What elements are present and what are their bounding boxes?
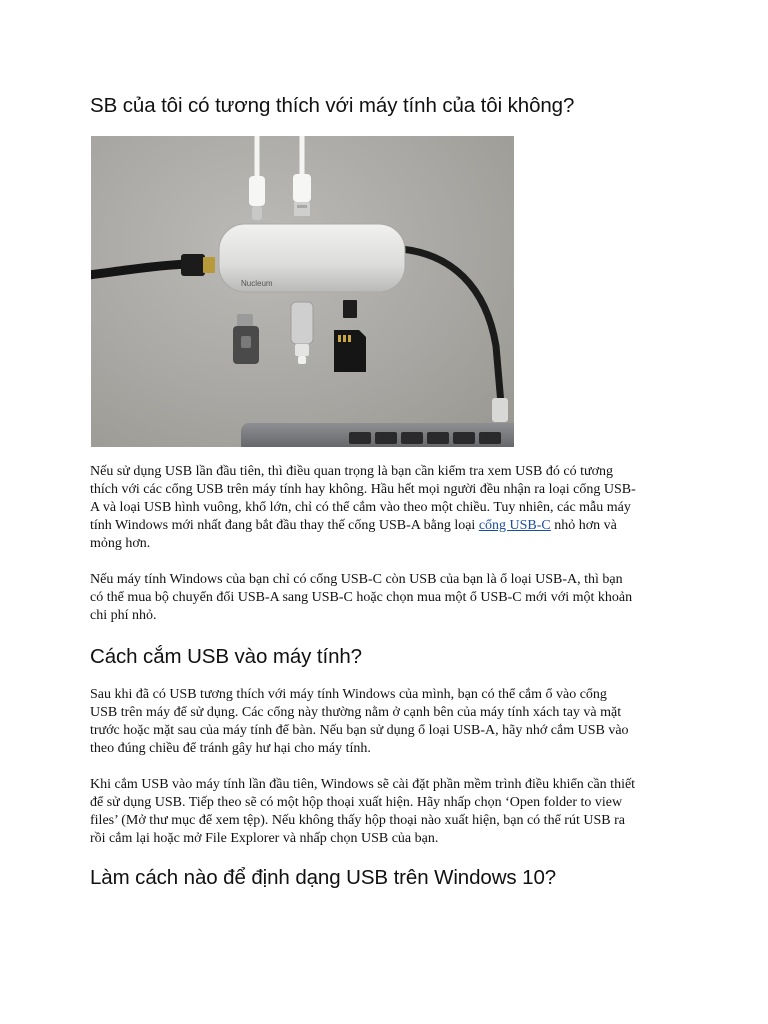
text-line: có thể mua bộ chuyển đổi USB-A sang USB-C hoặc chọn mua một ổ USB-C mới với một khoản (90, 590, 633, 605)
usb-c-cable-icon (249, 136, 265, 220)
hdmi-cable-icon (91, 254, 215, 276)
text-line: Sau khi đã có USB tương thích với máy tính Windows của mình, bạn có thể cắm ổ vào cổng (90, 687, 607, 702)
text-line: Khi cắm USB vào máy tính lần đầu tiên, Windows sẽ cài đặt phần mềm trình điều khiển cần thiết (90, 777, 636, 792)
text-line: USB trên máy để sử dụng. Các cổng này thường nằm ở cạnh bên của máy tính xách tay và mặt (90, 705, 622, 720)
heading-plug-in-usb: Cách cắm USB vào máy tính? (90, 645, 362, 668)
heading-format-usb: Làm cách nào để định dạng USB trên Windows 10? (90, 866, 557, 889)
text-line: để sử dụng USB. Tiếp theo sẽ có một hộp thoại xuất hiện. Hãy nhấp chọn ‘Open folder to view (90, 795, 623, 810)
usb-hub-icon (219, 224, 405, 292)
paragraph-compatibility-1 (90, 463, 680, 553)
paragraph-compatibility-2 (90, 571, 680, 625)
usb-drive-icon (233, 314, 259, 364)
paragraph-plug-in-1 (90, 686, 680, 758)
brand-logo: Nucleum (241, 279, 273, 288)
text-line: chi phí nhỏ. (90, 608, 157, 623)
usb-c-port-link[interactable]: cổng USB-C (478, 518, 551, 533)
text-line: theo đúng chiều để tránh gây hư hại cho máy tính. (90, 741, 371, 756)
text-line: mỏng hơn. (90, 536, 151, 551)
text-line: trước hoặc mặt sau của máy tính để bàn. Nếu bạn sử dụng ổ loại USB-A, hãy nhớ cắm USB vào (90, 723, 629, 738)
laptop-edge-icon (241, 423, 514, 447)
lightning-drive-icon (291, 302, 313, 364)
text-segment: tính Windows mới nhất đang bắt đầu thay thế cổng USB-A bằng loại (90, 518, 479, 533)
heading-usb-compatibility: SB của tôi có tương thích với máy tính của tôi không? (90, 94, 575, 117)
text-segment: nhỏ hơn và (550, 518, 617, 533)
text-line: rồi cắm lại hoặc mở File Explorer và nhấp chọn USB của bạn. (90, 831, 439, 846)
text-line: A và loại USB hình vuông, khổ lớn, chỉ có thể cắm vào theo một chiều. Tuy nhiên, các mẫu máy (90, 500, 631, 515)
usb-a-cable-icon (293, 136, 311, 216)
text-line: files’ (Mở thư mục để xem tệp). Nếu không thấy hộp thoại nào xuất hiện, bạn có thể rút USB ra (90, 813, 625, 828)
text-line: Nếu sử dụng USB lần đầu tiên, thì điều quan trọng là bạn cần kiểm tra xem USB đó có tương (90, 464, 613, 479)
text-line (90, 517, 680, 535)
sd-card-icon (334, 300, 366, 372)
usb-hub-photo (91, 136, 514, 447)
paragraph-plug-in-2 (90, 776, 680, 848)
text-line: Nếu máy tính Windows của bạn chỉ có cổng USB-C còn USB của bạn là ổ loại USB-A, thì bạn (90, 572, 623, 587)
text-line: thích với các cổng USB trên máy tính hay không. Hầu hết mọi người đều nhận ra loại cổng USB- (90, 482, 636, 497)
